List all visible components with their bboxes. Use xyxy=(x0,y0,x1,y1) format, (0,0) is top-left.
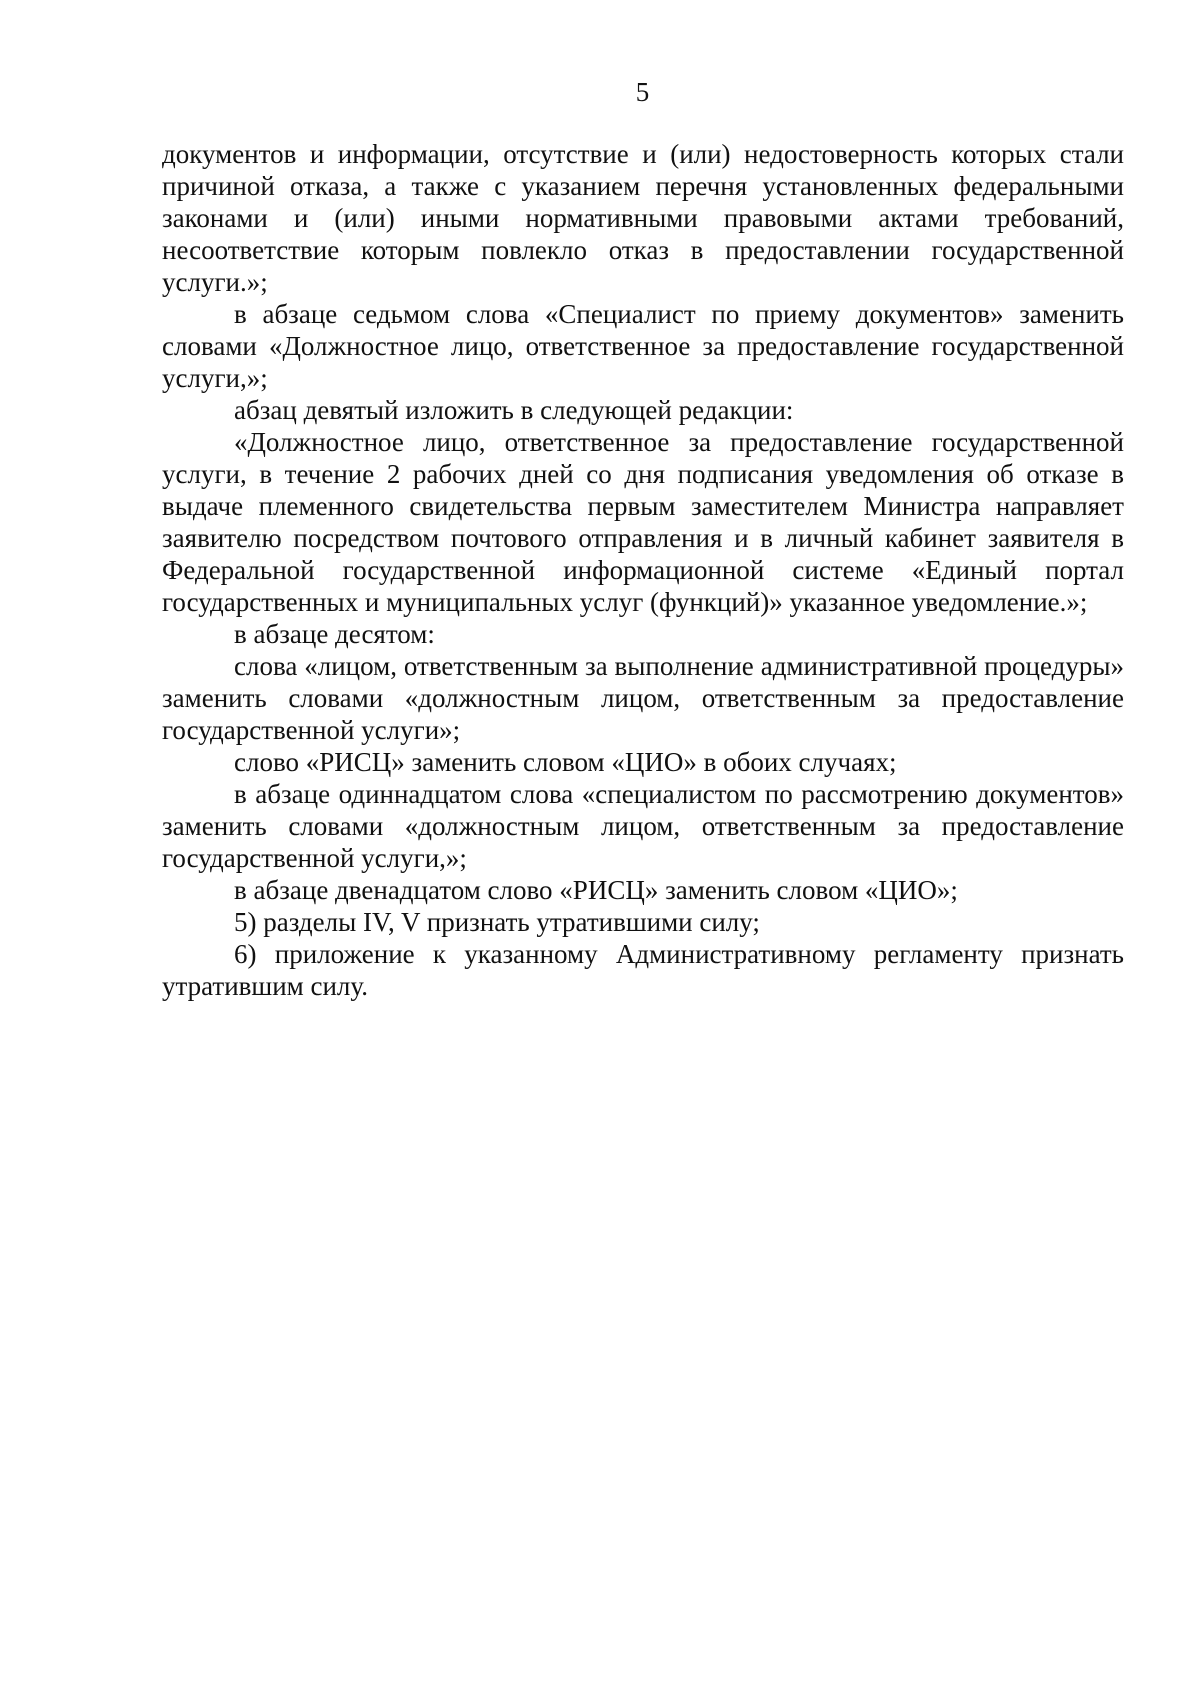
paragraph-seventh-abzac: в абзаце седьмом слова «Специалист по приему документов» заменить словами «Должностное лицо, ответственное за предоставление государственной услуги,»; xyxy=(162,299,1124,393)
paragraph-tenth-abzac: в абзаце десятом: xyxy=(234,619,435,649)
paragraph-ninth-abzac-text: «Должностное лицо, ответственное за предоставление государственной услуги, в течение 2 рабочих дней со дня подписания уведомления об отказе в выдаче племенного свидетельства первым заместителем Министра направляет заявителю посредством почтового отправления и в личный кабинет заявителя в Федеральной государственной информационной системе «Единый портал государственных и муниципальных услуг (функций)» указанное уведомление.»; xyxy=(162,427,1124,617)
paragraph-tenth-abzac-words: слова «лицом, ответственным за выполнение административной процедуры» заменить словами «должностным лицом, ответственным за предоставление государственной услуги»; xyxy=(162,651,1124,745)
document-body xyxy=(162,138,1124,1002)
paragraph-ninth-abzac: абзац девятый изложить в следующей редакции: xyxy=(234,395,794,425)
paragraph-item-5: 5) разделы IV, V признать утратившими силу; xyxy=(234,907,760,937)
paragraph-twelfth-abzac: в абзаце двенадцатом слово «РИСЦ» заменить словом «ЦИО»; xyxy=(234,875,958,905)
paragraph-eleventh-abzac: в абзаце одиннадцатом слова «специалистом по рассмотрению документов» заменить словами «должностным лицом, ответственным за предоставление государственной услуги,»; xyxy=(162,779,1124,873)
paragraph-tenth-abzac-risc: слово «РИСЦ» заменить словом «ЦИО» в обоих случаях; xyxy=(234,747,897,777)
paragraph-continuation: документов и информации, отсутствие и (или) недостоверность которых стали причиной отказа, а также с указанием перечня установленных федеральными законами и (или) иными нормативными правовыми актами требований, несоответствие которым повлекло отказ в предоставлении государственной услуги.»; xyxy=(162,139,1124,297)
page-number: 5 xyxy=(635,77,650,107)
paragraph-item-6: 6) приложение к указанному Административному регламенту признать утратившим силу. xyxy=(162,939,1124,1001)
